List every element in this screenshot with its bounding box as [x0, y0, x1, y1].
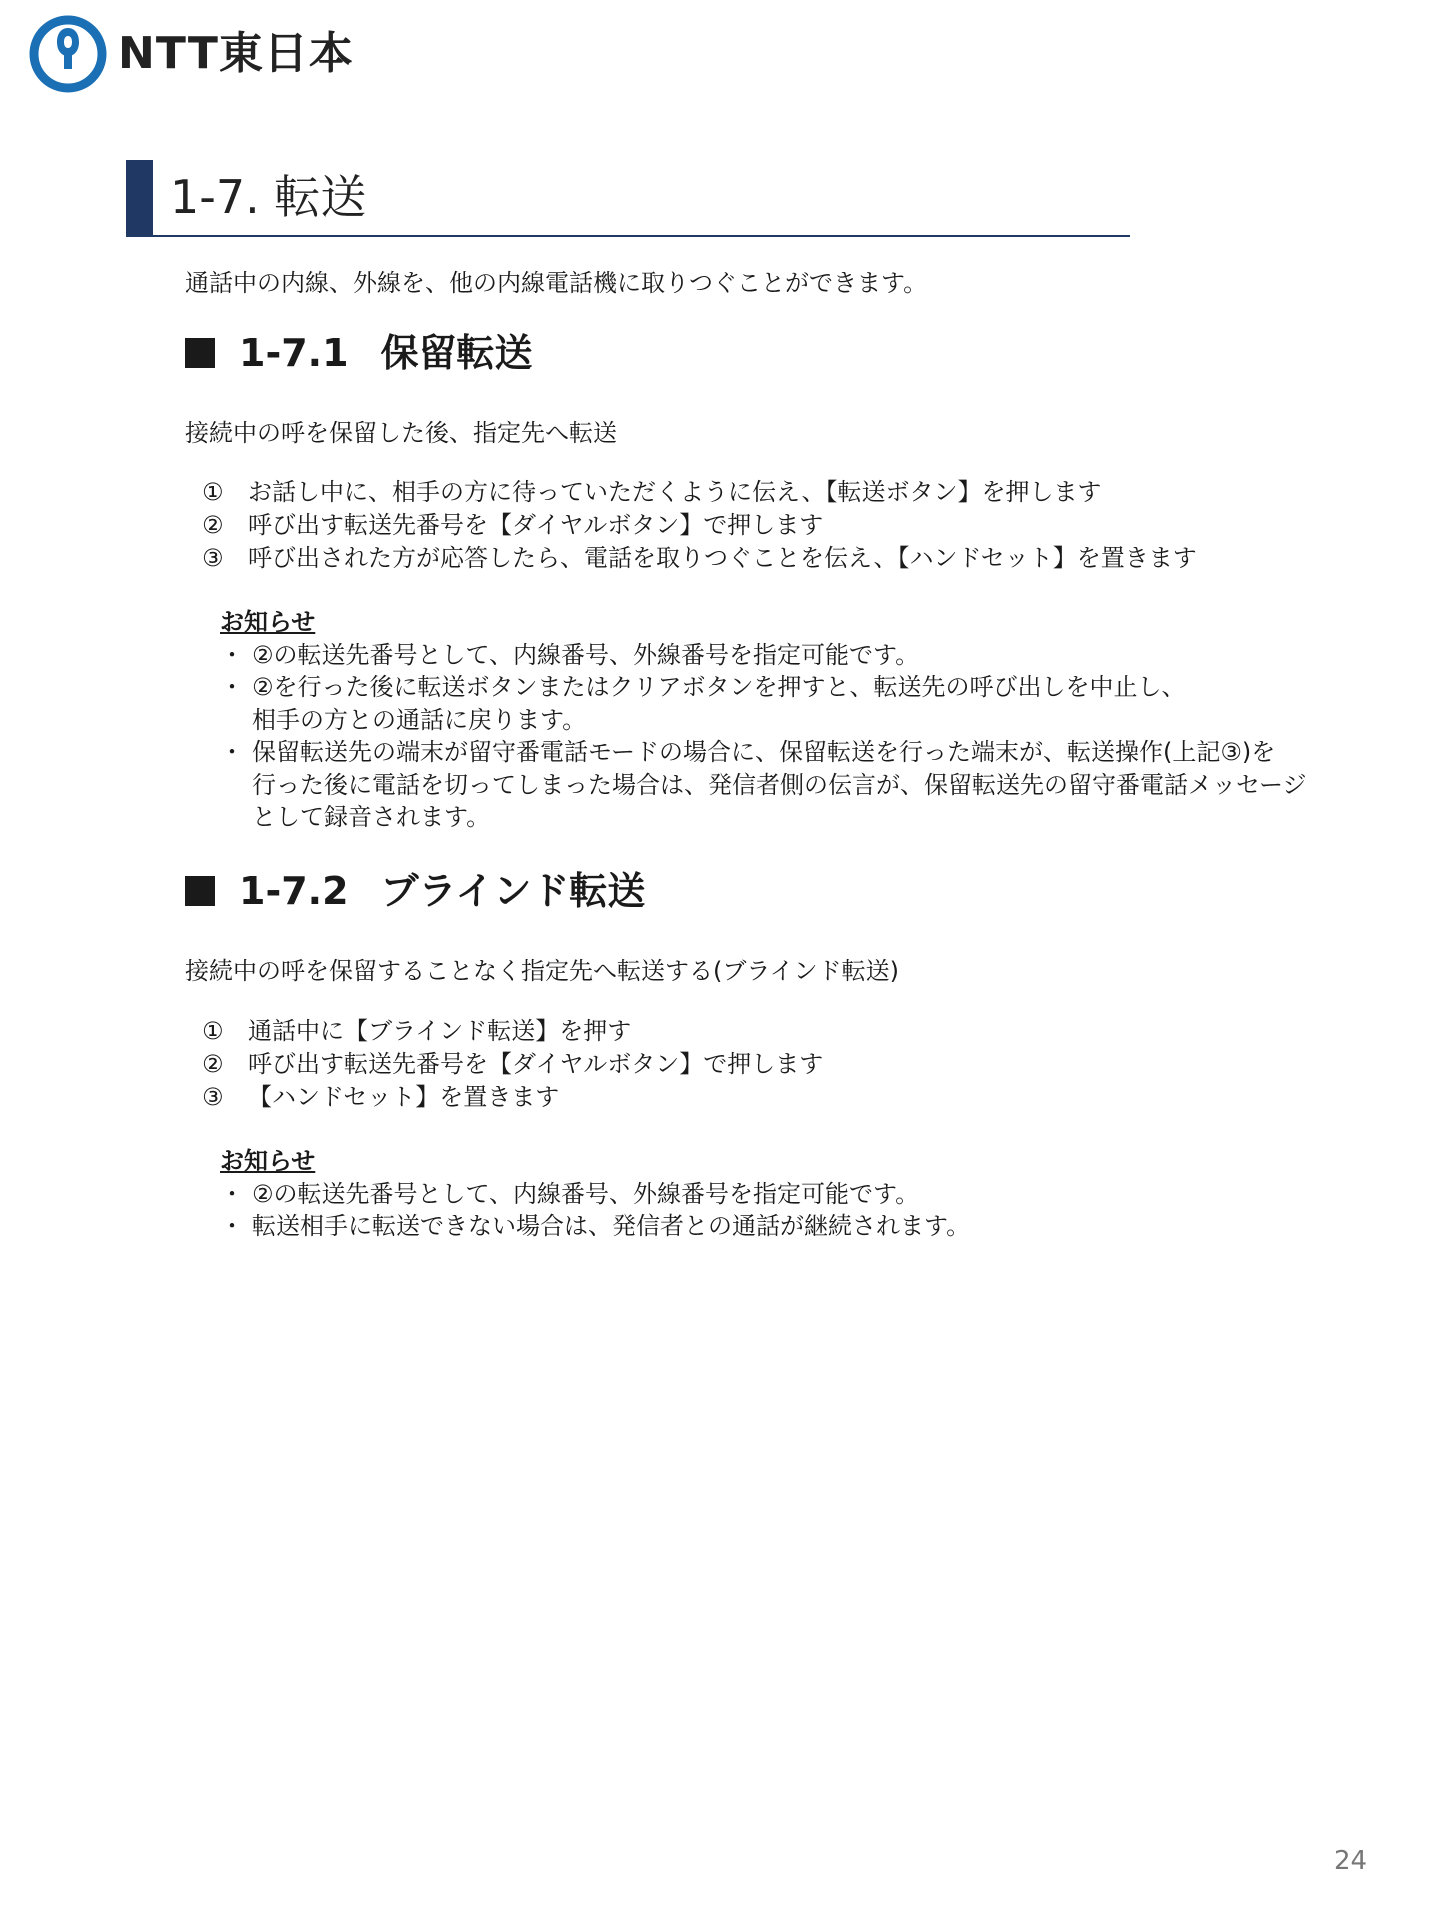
- step-text: 【ハンドセット】を置きます: [248, 1083, 560, 1111]
- bullet-icon: ・: [220, 738, 244, 766]
- ntt-logo-icon: [28, 14, 108, 94]
- step-item: [202, 509, 1197, 542]
- notice-item: [220, 1178, 970, 1211]
- bullet-icon: ・: [220, 1212, 244, 1240]
- section-title: 保留転送: [380, 331, 533, 375]
- step-list: [202, 476, 1197, 575]
- step-item: [202, 1015, 823, 1048]
- notice-item: [220, 671, 1307, 736]
- notice-item: [220, 639, 1307, 672]
- step-marker: ③: [202, 1083, 224, 1111]
- step-text: お話し中に、相手の方に待っていただくように伝え、【転送ボタン】を押します: [248, 478, 1102, 506]
- bullet-icon: ・: [220, 640, 244, 669]
- bullet-icon: ・: [220, 1179, 244, 1208]
- notice-text: ②の転送先番号として、内線番号、外線番号を指定可能です。: [252, 640, 920, 669]
- ntt-east-logo: [28, 14, 354, 94]
- step-item: [202, 476, 1197, 509]
- square-bullet-icon: [185, 876, 215, 906]
- title-accent-bar: [126, 160, 153, 235]
- notice-block: [220, 1145, 970, 1243]
- section-heading-hold-transfer: [185, 333, 533, 375]
- notice-text: ②の転送先番号として、内線番号、外線番号を指定可能です。: [252, 1179, 920, 1208]
- step-marker: ②: [202, 1050, 224, 1078]
- notice-item: [220, 1210, 970, 1243]
- step-marker: ①: [202, 1017, 224, 1045]
- step-text: 呼び出す転送先番号を【ダイヤルボタン】で押します: [248, 1050, 824, 1078]
- notice-title: お知らせ: [220, 608, 316, 636]
- page-number: 24: [1334, 1846, 1368, 1876]
- brand-text: NTT東日本: [118, 28, 354, 79]
- section-number: 1-7.1: [239, 331, 349, 375]
- section-heading-blind-transfer: [185, 871, 645, 913]
- page-title-bar: [126, 160, 1130, 237]
- step-list: [202, 1015, 823, 1114]
- step-text: 呼び出す転送先番号を【ダイヤルボタン】で押します: [248, 511, 824, 539]
- notice-block: [220, 606, 1307, 834]
- notice-title: お知らせ: [220, 1147, 316, 1175]
- step-item: [202, 1081, 823, 1114]
- bullet-icon: ・: [220, 673, 244, 701]
- section-title: ブラインド転送: [380, 869, 646, 913]
- notice-text: 転送相手に転送できない場合は、発信者との通話が継続されます。: [252, 1212, 971, 1240]
- step-text: 通話中に【ブラインド転送】を押す: [248, 1017, 632, 1045]
- intro-text: 通話中の内線、外線を、他の内線電話機に取りつぐことができます。: [185, 269, 928, 297]
- page-title: 1-7. 転送: [170, 170, 367, 224]
- step-item: [202, 1048, 823, 1081]
- section-description: 接続中の呼を保留することなく指定先へ転送する(ブラインド転送): [185, 957, 900, 985]
- notice-text: ②を行った後に転送ボタンまたはクリアボタンを押すと、転送先の呼び出しを中止し、 相手の方との通話に戻ります。: [252, 673, 1186, 734]
- section-number: 1-7.2: [239, 869, 349, 913]
- notice-item: [220, 736, 1307, 834]
- step-text: 呼び出された方が応答したら、電話を取りつぐことを伝え、【ハンドセット】を置きます: [248, 544, 1197, 572]
- step-marker: ③: [202, 544, 224, 572]
- square-bullet-icon: [185, 338, 215, 368]
- notice-text: 保留転送先の端末が留守番電話モードの場合に、保留転送を行った端末が、転送操作(上記③)を 行った後に電話を切ってしまった場合は、発信者側の伝言が、保留転送先の留守番電話メッセージ として録音されます。: [252, 738, 1307, 831]
- step-marker: ①: [202, 478, 224, 506]
- step-item: [202, 542, 1197, 575]
- step-marker: ②: [202, 511, 224, 539]
- section-description: 接続中の呼を保留した後、指定先へ転送: [185, 419, 617, 447]
